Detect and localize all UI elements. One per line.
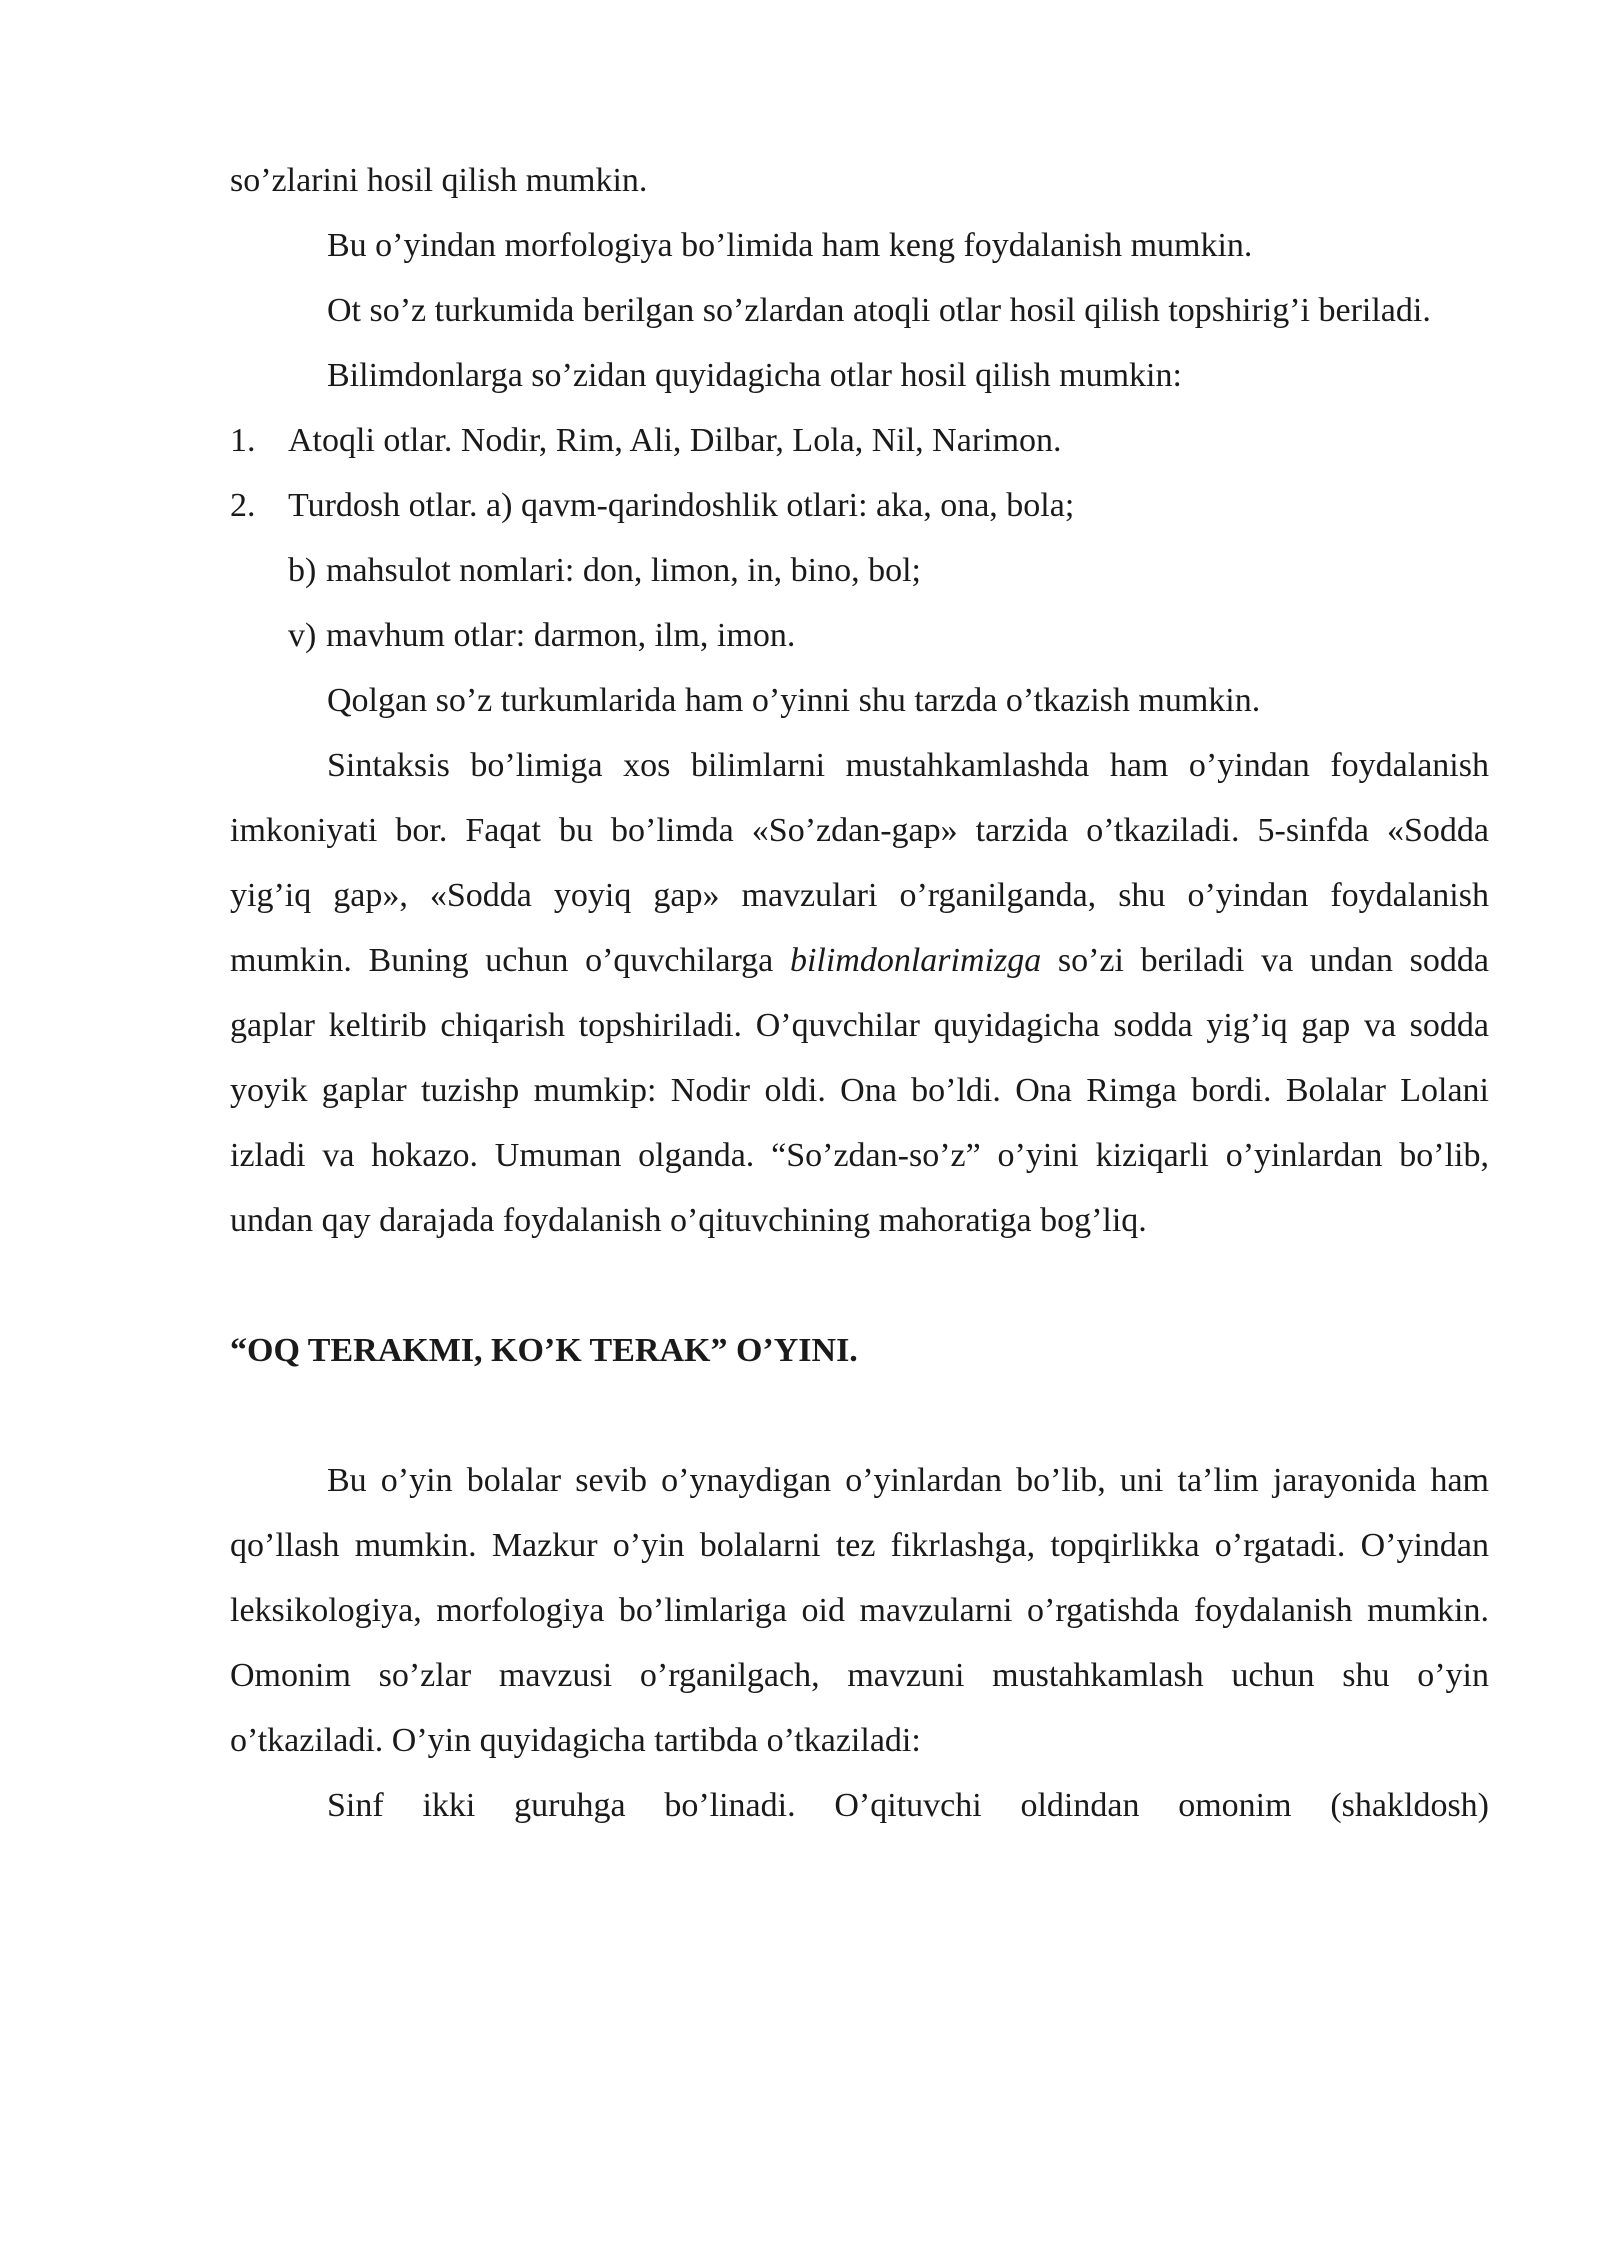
list-item-text: Atoqli otlar. Nodir, Rim, Ali, Dilbar, Lola, Nil, Narimon. — [288, 422, 1062, 459]
list-item-2 — [230, 473, 1489, 538]
paragraph-game-rules: Sinf ikki guruhga bo’linadi. O’qituvchi oldindan omonim (shakldosh) — [327, 1787, 1489, 1824]
list-item-text: Turdosh otlar. a) qavm-qarindoshlik otlari: aka, ona, bola; — [288, 487, 1075, 524]
sub-list-letter: b) — [288, 552, 317, 589]
syntax-italic-word: bilimdonlarimizga — [789, 942, 1042, 979]
sub-list-item-b — [230, 538, 1489, 603]
list-number: 2. — [230, 487, 256, 524]
sub-list-item-text: mahsulot nomlari: don, limon, in, bino, bol; — [326, 552, 921, 589]
section-heading: “OQ TERAKMI, KO’K TERAK” O’YINI. — [230, 1332, 858, 1369]
syntax-text-b: so’zi beriladi va undan sodda gaplar keltirib chiqarish topshiriladi. O’quvchilar quyidagicha sodda yig’iq gap va sodda yoyik gaplar tuzishp mumkip: Nodir oldi. Ona bo’ldi. Ona Rimga bordi. Bolalar Lolani izladi va hokazo. Umuman olganda. “So’zdan-so’z” o’yini kiziqarli o’yinlardan bo’lib, undan qay darajada foydalanish o’qituvchining mahoratiga bog’liq. — [230, 942, 1490, 1239]
list-number: 1. — [230, 422, 256, 459]
paragraph-intro-list: Bilimdonlarga so’zidan quyidagicha otlar hosil qilish mumkin: — [327, 357, 1182, 394]
paragraph-other-parts: Qolgan so’z turkumlarida ham o’yinni shu tarzda o’tkazish mumkin. — [327, 682, 1261, 719]
sub-list-item-text: mavhum otlar: darmon, ilm, imon. — [326, 617, 796, 654]
sub-list-item-v — [230, 603, 1489, 668]
syntax-text-a: Sintaksis bo’limiga xos bilimlarni mustahkamlashda ham o’yindan foydalanish imkoniyati bor. Faqat bu bo’limda «So’zdan-gap» tarzida o’tkaziladi. 5-sinfda «Sodda yig’iq gap», «Sodda yoyiq gap» mavzulari o’rganilganda, shu o’yindan foydalanish mumkin. Buning uchun o’quvchilarga — [230, 747, 1489, 979]
document-page — [230, 148, 1489, 1838]
sub-list-letter: v) — [288, 617, 317, 654]
paragraph-morphology: Bu o’yindan morfologiya bo’limida ham keng foydalanish mumkin. — [327, 227, 1253, 264]
paragraph-continuation: so’zlarini hosil qilish mumkin. — [230, 162, 648, 199]
paragraph-game-intro: Bu o’yin bolalar sevib o’ynaydigan o’yinlardan bo’lib, uni ta’lim jarayonida ham qo’llash mumkin. Mazkur o’yin bolalarni tez fikrlashga, topqirlikka o’rgatadi. O’yindan leksikologiya, morfologiya bo’limlariga oid mavzularni o’rgatishda foydalanish mumkin. Omonim so’zlar mavzusi o’rganilgach, mavzuni mustahkamlash uchun shu o’yin o’tkaziladi. O’yin quyidagicha tartibda o’tkaziladi: — [230, 1462, 1489, 1759]
paragraph-syntax — [230, 733, 1489, 1253]
list-item-1 — [230, 408, 1489, 473]
paragraph-task: Ot so’z turkumida berilgan so’zlardan atoqli otlar hosil qilish topshirig’i beriladi. — [327, 292, 1431, 329]
